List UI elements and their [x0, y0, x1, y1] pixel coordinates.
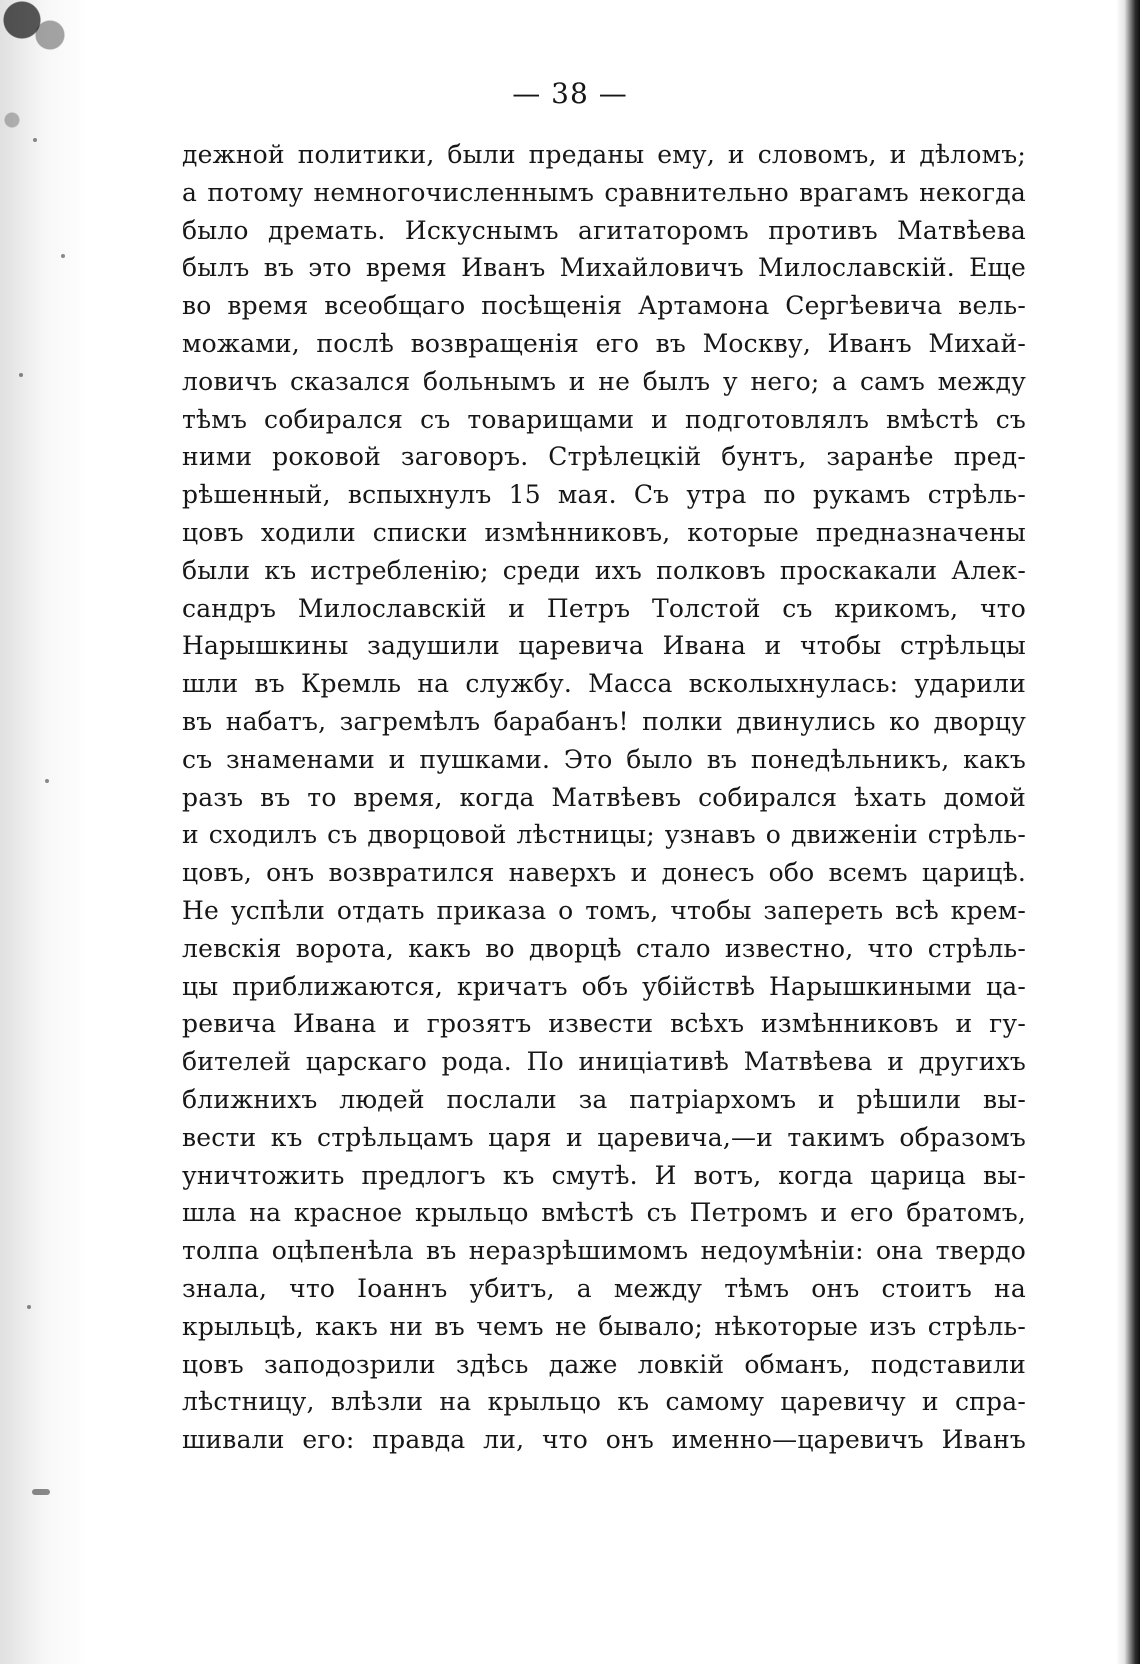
text-line-5: во время всеобщаго посѣщенія Артамона Сергѣевича вель-	[182, 291, 1026, 321]
text-line-25: бителей царскаго рода. По иниціативѣ Матвѣева и другихъ	[182, 1047, 1026, 1077]
text-line-35: шивали его: правда ли, что онъ именно—царевичъ Иванъ	[182, 1425, 1026, 1455]
page-number: — 38 —	[512, 77, 628, 110]
main-text-block	[182, 136, 1026, 1459]
scan-speck	[61, 254, 65, 258]
text-line-24: ревича Ивана и грозятъ извести всѣхъ измѣнниковъ и гу-	[182, 1009, 1026, 1039]
text-line-26: ближнихъ людей послали за патріархомъ и рѣшили вы-	[182, 1084, 1026, 1114]
text-line-19: и сходилъ съ дворцовой лѣстницы; узнавъ о движеніи стрѣль-	[182, 820, 1026, 850]
text-line-7: ловичъ сказался больнымъ и не былъ у него; а самъ между	[182, 366, 1026, 396]
text-line-29: шла на красное крыльцо вмѣстѣ съ Петромъ и его братомъ,	[182, 1198, 1026, 1228]
scan-speck	[19, 373, 23, 377]
text-line-6: можами, послѣ возвращенія его въ Москву, Иванъ Михай-	[182, 328, 1026, 358]
text-line-34: лѣстницу, влѣзли на крыльцо къ самому царевичу и спра-	[182, 1387, 1026, 1417]
page-left-shadow	[0, 0, 90, 1664]
text-line-15: шли въ Кремль на службу. Масса всколыхнулась: ударили	[182, 669, 1026, 699]
scan-speck	[33, 138, 37, 142]
scan-mark	[32, 1489, 50, 1495]
text-line-3: было дремать. Искуснымъ агитаторомъ противъ Матвѣева	[182, 215, 1026, 245]
text-line-1: дежной политики, были преданы ему, и словомъ, и дѣломъ;	[182, 140, 1026, 169]
text-line-9: ними роковой заговоръ. Стрѣлецкій бунтъ, заранѣе пред-	[182, 442, 1026, 472]
text-line-11: цовъ ходили списки измѣнниковъ, которые предназначены	[182, 517, 1026, 547]
text-line-13: сандръ Милославскій и Петръ Толстой съ крикомъ, что	[182, 593, 1026, 623]
text-line-17: съ знаменами и пушками. Это было въ понедѣльникъ, какъ	[182, 744, 1026, 774]
text-line-31: знала, что Іоаннъ убитъ, а между тѣмъ онъ стоитъ на	[182, 1273, 1026, 1303]
text-line-4: былъ въ это время Иванъ Михайловичъ Милославскій. Еще	[182, 253, 1026, 283]
text-line-22: левскія ворота, какъ во дворцѣ стало известно, что стрѣль-	[182, 933, 1026, 963]
text-line-10: рѣшенный, вспыхнулъ 15 мая. Съ утра по рукамъ стрѣль-	[182, 480, 1026, 510]
text-line-8: тѣмъ собирался съ товарищами и подготовлялъ вмѣстѣ съ	[182, 404, 1026, 434]
page-right-edge	[1116, 0, 1140, 1664]
scan-speck	[45, 779, 49, 783]
text-line-20: цовъ, онъ возвратился наверхъ и донесъ обо всемъ царицѣ.	[182, 858, 1026, 888]
text-line-14: Нарышкины задушили царевича Ивана и чтобы стрѣльцы	[182, 631, 1026, 661]
text-line-33: цовъ заподозрили здѣсь даже ловкій обманъ, подставили	[182, 1349, 1026, 1379]
text-line-12: были къ истребленію; среди ихъ полковъ проскакали Алек-	[182, 555, 1026, 585]
text-line-28: уничтожить предлогъ къ смутѣ. И вотъ, когда царица вы-	[182, 1160, 1026, 1190]
text-line-21: Не успѣли отдать приказа о томъ, чтобы запереть всѣ крем-	[182, 895, 1026, 925]
text-line-23: цы приближаются, кричатъ объ убійствѣ Нарышкиными ца-	[182, 971, 1026, 1001]
text-line-30: толпа оцѣпенѣла въ неразрѣшимомъ недоумѣніи: она твердо	[182, 1236, 1026, 1266]
text-line-2: а потому немногочисленнымъ сравнительно врагамъ некогда	[182, 177, 1026, 207]
text-line-32: крыльцѣ, какъ ни въ чемъ не бывало; нѣкоторые изъ стрѣль-	[182, 1311, 1026, 1341]
text-line-18: разъ въ то время, когда Матвѣевъ собирался ѣхать домой	[182, 782, 1026, 812]
scan-speck	[27, 1305, 31, 1309]
text-line-16: въ набатъ, загремѣлъ барабанъ! полки двинулись ко дворцу	[182, 706, 1026, 736]
text-line-27: вести къ стрѣльцамъ царя и царевича,—и такимъ образомъ	[182, 1122, 1026, 1152]
